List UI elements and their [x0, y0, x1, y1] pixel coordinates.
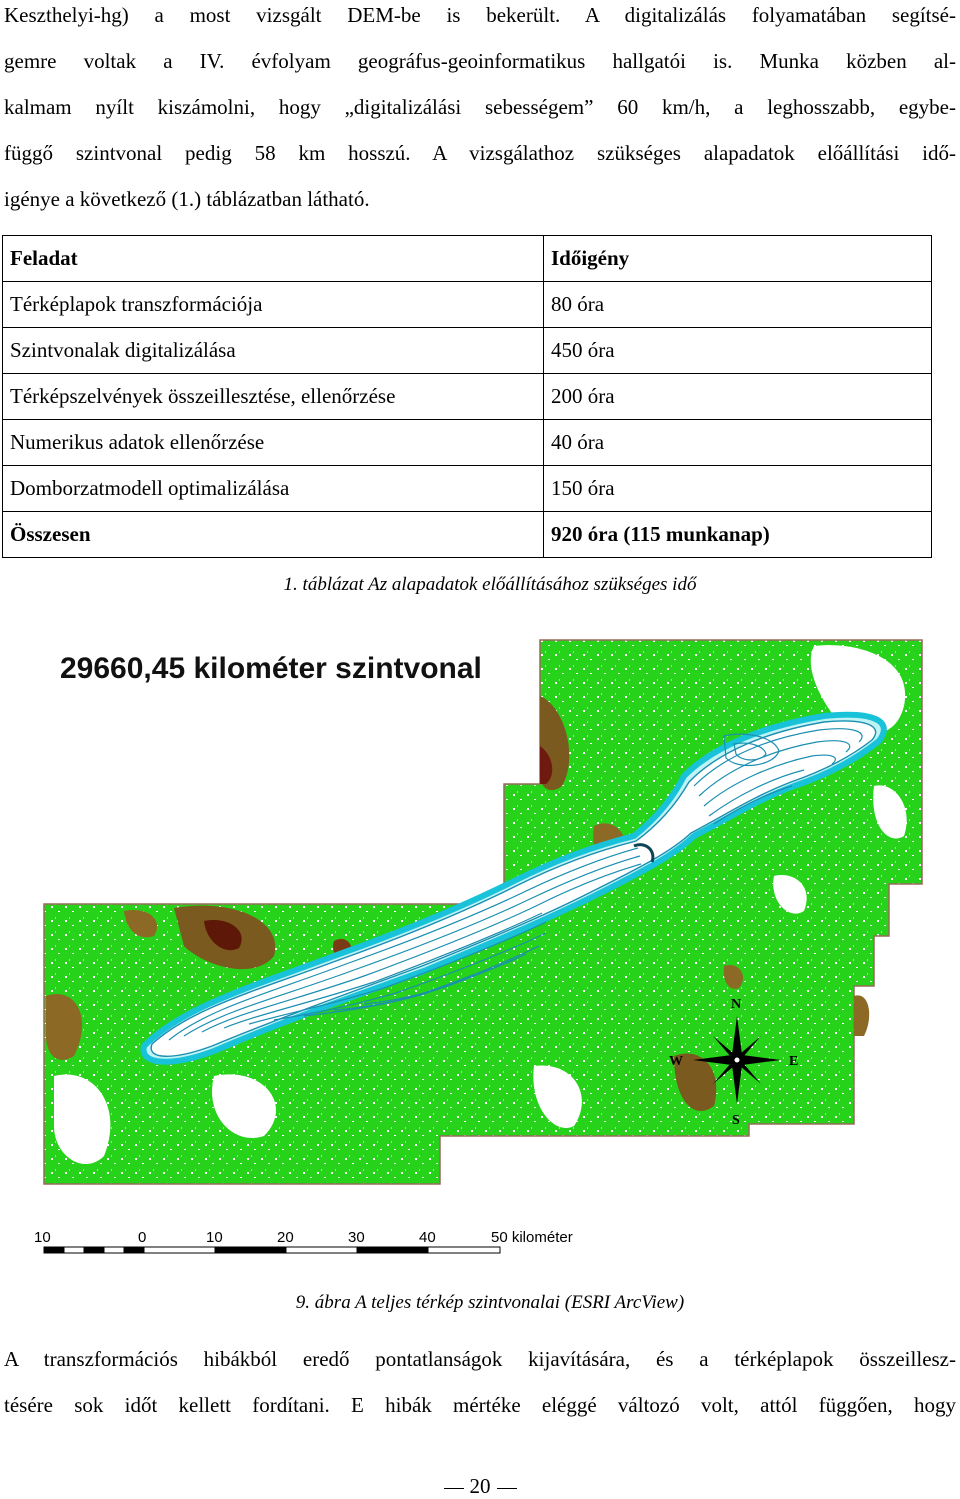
table-total-row [3, 512, 932, 558]
total-time-cell: 920 óra (115 munkanap) [544, 512, 932, 558]
outro-paragraph [4, 1336, 956, 1428]
table-row [3, 374, 932, 420]
task-cell: Domborzatmodell optimalizálása [3, 466, 544, 512]
task-cell: Numerikus adatok ellenőrzése [3, 420, 544, 466]
contour-map-figure [34, 636, 928, 1281]
map-title: 29660,45 kilométer szintvonal [60, 652, 482, 685]
scale-label: 40 [419, 1229, 436, 1246]
page-number [0, 1474, 960, 1499]
time-requirement-table [2, 235, 932, 558]
intro-line: gemre voltak a IV. évfolyam geográfus-geoinformatikus hallgatói is. Munka közben al- [4, 49, 956, 73]
scale-label: 20 [277, 1229, 294, 1246]
intro-line: igénye a következő (1.) táblázatban látható. [4, 187, 370, 211]
table-row [3, 282, 932, 328]
intro-line: Keszthelyi-hg) a most vizsgált DEM-be is bekerült. A digitalizálás folyamatában segítsé- [4, 3, 956, 27]
page-number-dash [444, 1488, 464, 1489]
time-cell: 450 óra [544, 328, 932, 374]
compass-north: N [731, 997, 742, 1012]
header-time: Időigény [544, 236, 932, 282]
table-row [3, 328, 932, 374]
intro-paragraph [4, 0, 956, 222]
task-cell: Térképlapok transzformációja [3, 282, 544, 328]
scale-label: 30 [348, 1229, 365, 1246]
table-caption: 1. táblázat Az alapadatok előállításához szükséges idő [283, 574, 697, 595]
scale-label: 50 kilométer [491, 1229, 573, 1246]
outro-line: tésére sok időt kellett fordítani. E hibák mértéke eléggé változó volt, attól függően, hogy [4, 1393, 956, 1417]
scale-label: 10 [34, 1229, 51, 1246]
time-cell: 80 óra [544, 282, 932, 328]
table-row [3, 420, 932, 466]
time-cell: 150 óra [544, 466, 932, 512]
table-header-row [3, 236, 932, 282]
outro-line: A transzformációs hibákból eredő pontatlanságok kijavítására, és a térképlapok összeillesz- [4, 1347, 956, 1371]
intro-line: kalmam nyílt kiszámolni, hogy „digitalizálási sebességem” 60 km/h, a leghosszabb, egybe- [4, 95, 956, 119]
figure-caption: 9. ábra A teljes térkép szintvonalai (ESRI ArcView) [295, 1292, 685, 1313]
table-row [3, 466, 932, 512]
scale-label: 0 [138, 1229, 147, 1246]
intro-line: függő szintvonal pedig 58 km hosszú. A vizsgálathoz szükséges alapadatok előállítási idő- [4, 141, 956, 165]
header-task: Feladat [3, 236, 544, 282]
scale-label: 10 [206, 1229, 223, 1246]
compass-east: E [789, 1054, 799, 1069]
time-cell: 40 óra [544, 420, 932, 466]
task-cell: Szintvonalak digitalizálása [3, 328, 544, 374]
compass-south: S [732, 1113, 740, 1128]
compass-west: W [669, 1054, 683, 1069]
total-task-cell: Összesen [3, 512, 544, 558]
task-cell: Térképszelvények összeillesztése, ellenőrzése [3, 374, 544, 420]
page-number-dash [497, 1488, 517, 1489]
page-number-value: 20 [469, 1474, 491, 1498]
time-cell: 200 óra [544, 374, 932, 420]
